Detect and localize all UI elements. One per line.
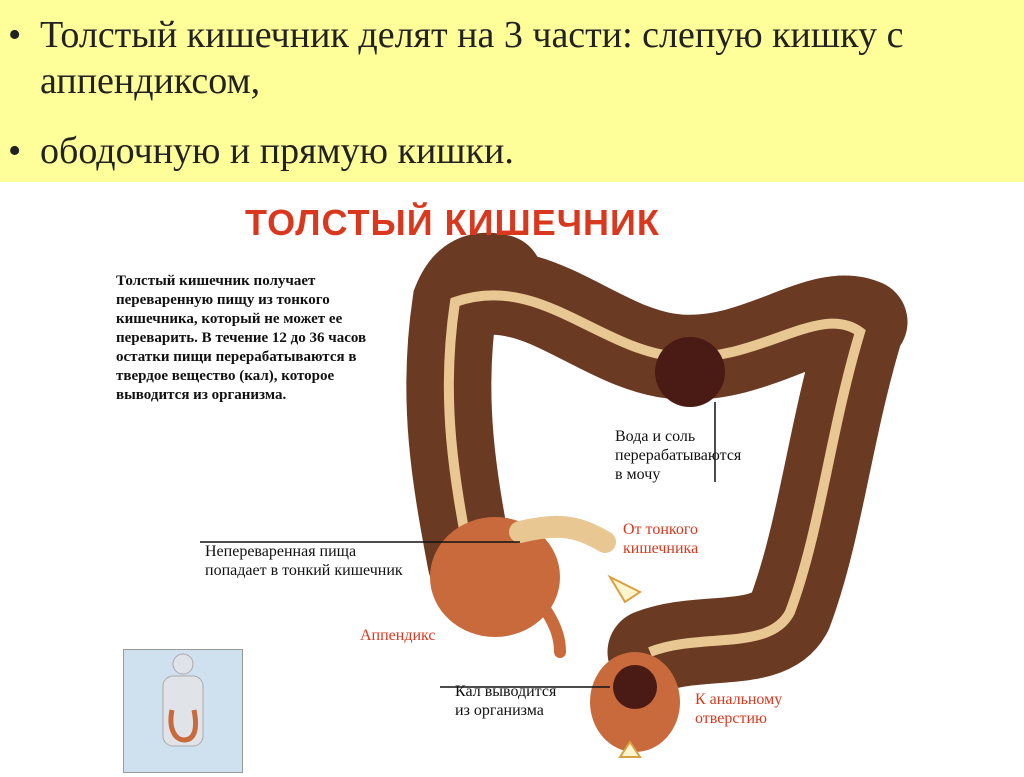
bullet-text: Толстый кишечник делят на 3 части: слепую кишку с аппендиксом, [40, 14, 904, 102]
label-undigested: Непереваренная пища попадает в тонкий кишечник [205, 543, 403, 579]
label-from-small-intestine: От тонкого кишечника [623, 521, 699, 557]
figure-description: Толстый кишечник получает переваренную пищу из тонкого кишечника, который не может ее переварить. В течение 12 до 36 часов остатки пищи перерабатываются в твердое вещество (кал), которое выводится из организма. [116, 273, 367, 403]
figure-title: ТОЛСТЫЙ КИШЕЧНИК [245, 202, 660, 243]
bullet-dot: • [8, 14, 22, 56]
text-banner [0, 0, 1024, 182]
bullet-item-1 [8, 12, 970, 104]
body-silhouette-icon [124, 650, 242, 772]
bullet-text: ободочную и прямую кишки. [40, 130, 514, 172]
label-feces: Кал выводится из организма [455, 683, 557, 719]
bullet-dot: • [8, 130, 22, 172]
label-anal: К анальному отверстию [695, 691, 783, 727]
body-thumbnail [123, 649, 243, 773]
label-water: Вода и соль перерабатываются в мочу [615, 428, 742, 483]
bullet-item-2 [8, 128, 970, 174]
figure-area [0, 182, 1024, 767]
label-appendix: Аппендикс [360, 627, 436, 644]
